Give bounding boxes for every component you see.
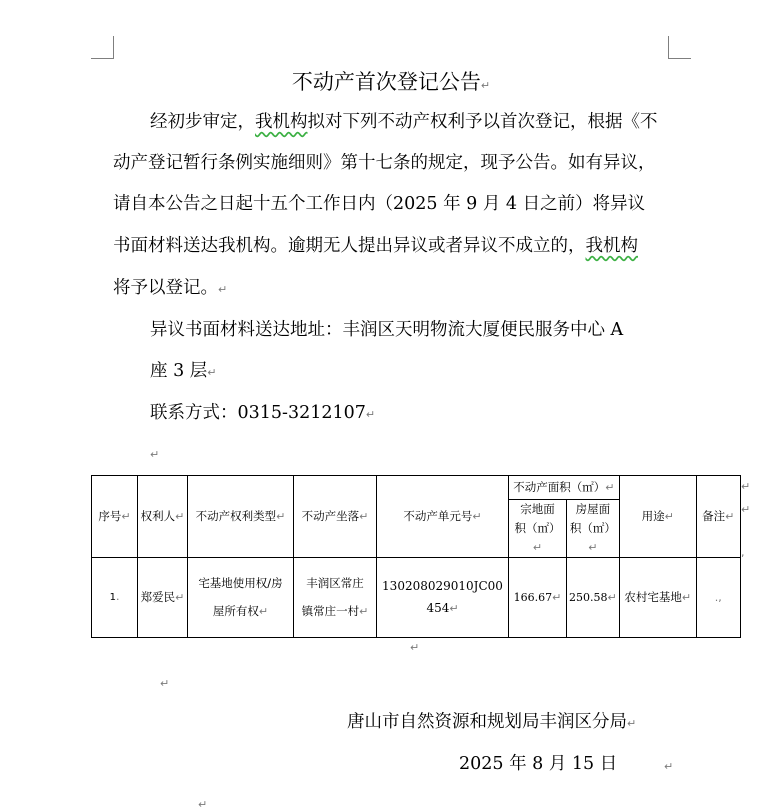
- notice-title[interactable]: 不动产首次登记公告↵: [291, 70, 491, 94]
- cell-holder[interactable]: 郑爱民↵: [138, 558, 188, 638]
- row-end-mark: ↵: [741, 480, 751, 493]
- header-remark[interactable]: 备注↵: [696, 476, 740, 558]
- spellcheck-underline-text[interactable]: 我机构: [255, 112, 308, 132]
- paragraph-mark: ↵: [198, 798, 208, 811]
- corner-mark-top-right: [668, 36, 691, 59]
- cell-usage[interactable]: 农村宅基地↵: [619, 558, 696, 638]
- header-usage[interactable]: 用途↵: [619, 476, 696, 558]
- address-line2[interactable]: 座 3 层↵: [150, 361, 217, 381]
- header-house-area[interactable]: 房屋面 积（㎡）↵: [567, 500, 620, 558]
- paragraph-mark: ↵: [410, 641, 420, 654]
- property-table[interactable]: [91, 475, 741, 638]
- para1-line4[interactable]: 书面材料送达我机构。逾期无人提出异议或者异议不成立的，我机构: [113, 236, 638, 256]
- corner-mark-top-left: [91, 36, 114, 59]
- paragraph-mark: ↵: [218, 283, 228, 296]
- row-end-mark: ,: [741, 546, 745, 559]
- para1-line5[interactable]: 将予以登记。↵: [113, 278, 228, 298]
- header-area-group[interactable]: 不动产面积（㎡）↵: [509, 476, 620, 500]
- address-line1[interactable]: 异议书面材料送达地址：丰润区天明物流大厦便民服务中心 A: [150, 320, 624, 340]
- paragraph-mark: ↵: [160, 677, 170, 690]
- paragraph-mark: ↵: [664, 760, 674, 773]
- paragraph-mark: ↵: [150, 448, 160, 461]
- paragraph-mark: ↵: [480, 79, 491, 92]
- header-location[interactable]: 不动产坐落↵: [294, 476, 377, 558]
- signer-organization[interactable]: 唐山市自然资源和规划局丰润区分局↵: [347, 712, 637, 732]
- table-header-row: [92, 476, 741, 500]
- cell-right-type[interactable]: 宅基地使用权/房 屋所有权↵: [188, 558, 294, 638]
- header-land-area[interactable]: 宗地面 积（㎡）↵: [509, 500, 567, 558]
- contact-line[interactable]: 联系方式：0315-3212107↵: [150, 403, 376, 423]
- header-unit-no[interactable]: 不动产单元号↵: [377, 476, 509, 558]
- table-row: [92, 558, 741, 638]
- header-holder[interactable]: 权利人↵: [138, 476, 188, 558]
- paragraph-mark: ↵: [207, 366, 217, 379]
- row-end-mark: ↵: [741, 503, 751, 516]
- para1-line1[interactable]: 经初步审定，我机构拟对下列不动产权利予以首次登记，根据《不: [150, 112, 658, 132]
- notice-date[interactable]: 2025 年 8 月 15 日: [459, 754, 618, 774]
- paragraph-mark: ↵: [627, 717, 637, 730]
- spellcheck-underline-text[interactable]: 我机构: [585, 236, 638, 256]
- cell-house-area[interactable]: 250.58↵: [567, 558, 620, 638]
- paragraph-mark: ↵: [365, 408, 376, 421]
- cell-remark[interactable]: .,: [696, 558, 740, 638]
- para1-line2[interactable]: 动产登记暂行条例实施细则》第十七条的规定，现予公告。如有异议，: [113, 153, 656, 173]
- cell-unit-no[interactable]: 130208029010JC00 454↵: [377, 558, 509, 638]
- cell-location[interactable]: 丰润区常庄 镇常庄一村↵: [294, 558, 377, 638]
- header-seq[interactable]: 序号↵: [92, 476, 138, 558]
- cell-seq[interactable]: 1.: [92, 558, 138, 638]
- cell-land-area[interactable]: 166.67↵: [509, 558, 567, 638]
- para1-line3[interactable]: 请自本公告之日起十五个工作日内（2025 年 9 月 4 日之前）将异议: [113, 194, 646, 214]
- header-right-type[interactable]: 不动产权利类型↵: [188, 476, 294, 558]
